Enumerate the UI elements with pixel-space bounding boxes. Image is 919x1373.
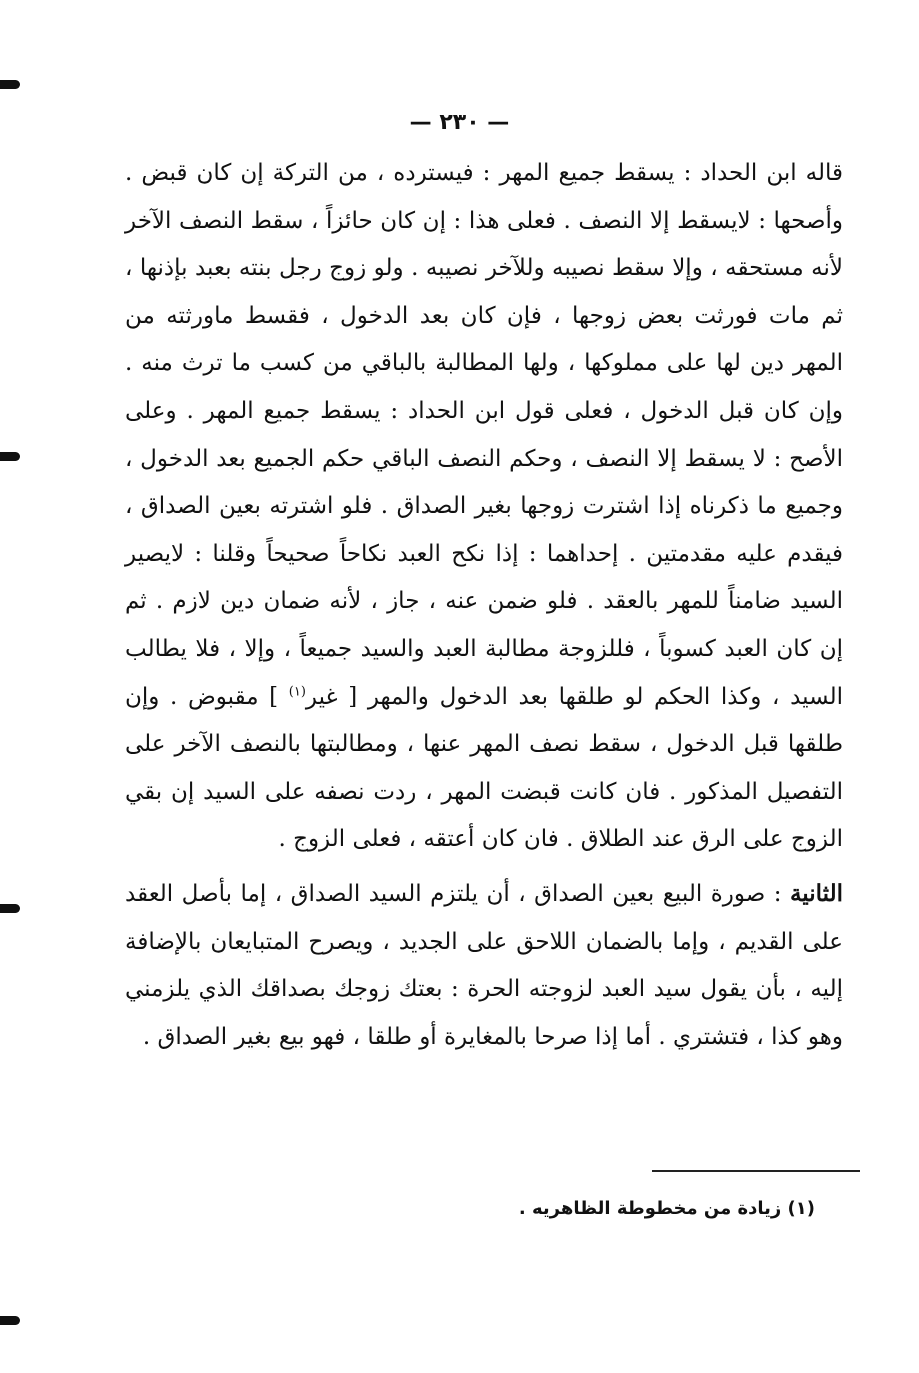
page-number: — ٢٣٠ —	[409, 110, 510, 135]
paragraph-2	[125, 870, 843, 1061]
text-line: فورثت بعض زوجها ، فإن كان بعد الدخول ، فقسط ماورثته من المهر دين لها	[125, 302, 844, 377]
text-line: وحكم النصف الباقي حكم الجميع بعد الدخول ، وجميع ما ذكرناه إذا اشترت	[125, 445, 844, 520]
scan-edge-mark	[0, 1316, 20, 1325]
text-line: إذا نكح العبد نكاحاً صحيحاً وقلنا : لايصير السيد ضامناً للمهر بالعقد . فلو ضمن	[125, 540, 844, 615]
paragraph-1	[125, 150, 843, 864]
text-line: عنه ، جاز ، لأنه ضمان دين لازم . ثم إن كان العبد كسوباً ، فللزوجة مطالبة	[125, 588, 843, 662]
text-line: والمهر [ غير	[305, 683, 429, 710]
text-line: : صورة البيع بعين الصداق ، أن يلتزم السيد الصداق ، إما بأصل العقد	[125, 880, 790, 907]
text-line: لايسقط إلا النصف . فعلى هذا : إن كان حائزاً ، سقط النصف الآخر لأنه	[125, 207, 844, 282]
text-line: العبد والسيد جميعاً ، وإلا ، فلا يطالب السيد ، وكذا الحكم لو طلقها بعد الدخول	[125, 635, 844, 710]
footnote-divider	[652, 1170, 860, 1172]
text-line: مستحقه ، وإلا سقط نصيبه وللآخر نصيبه . ولو زوج رجل بنته بعبد بإذنها ، ثم مات	[125, 255, 844, 329]
scan-edge-mark	[0, 452, 20, 461]
text-line: على القديم ، وإما بالضمان اللاحق على الجديد ، ويصرح المتبايعان بالإضافة إليه ،	[125, 928, 844, 1003]
footnote-marker: (١)	[288, 683, 306, 699]
text-line: ] مقبوض . وإن طلقها قبل الدخول ، سقط نصف المهر عنها ، ومطالبتها	[125, 683, 843, 758]
footnote: (١) زيادة من مخطوطة الظاهريه .	[518, 1198, 815, 1219]
text-line: السيد إن بقي الزوج على الرق عند الطلاق . فان كان أعتقه ، فعلى الزوج .	[125, 778, 843, 853]
body-text	[125, 150, 843, 1061]
text-line: بالنصف الآخر على التفصيل المذكور . فان كانت قبضت المهر ، ردت نصفه على	[125, 731, 843, 805]
text-line: زوجها بغير الصداق . فلو اشترته بعين الصداق ، فيقدم عليه مقدمتين . إحداهما :	[125, 493, 844, 567]
section-heading: الثانية	[789, 879, 843, 907]
text-line: فعلى قول ابن الحداد : يسقط جميع المهر . وعلى الأصح : لا يسقط إلا النصف ،	[125, 397, 843, 472]
scan-edge-mark	[0, 904, 20, 913]
scan-edge-mark	[0, 80, 20, 89]
text-line: قاله ابن الحداد : يسقط جميع المهر : فيسترده ، من التركة إن كان قبض . وأصحها :	[125, 160, 843, 234]
text-line: بأن يقول سيد العبد لزوجته الحرة : بعتك زوجك بصداقك الذي يلزمني وهو كذا ،	[125, 976, 843, 1050]
text-line: على مملوكها ، ولها المطالبة بالباقي من كسب ما ترث منه . وإن كان قبل الدخول ،	[125, 350, 843, 424]
text-line: فتشتري . أما إذا صرحا بالمغايرة أو طلقا ، فهو بيع بغير الصداق .	[142, 1023, 750, 1050]
